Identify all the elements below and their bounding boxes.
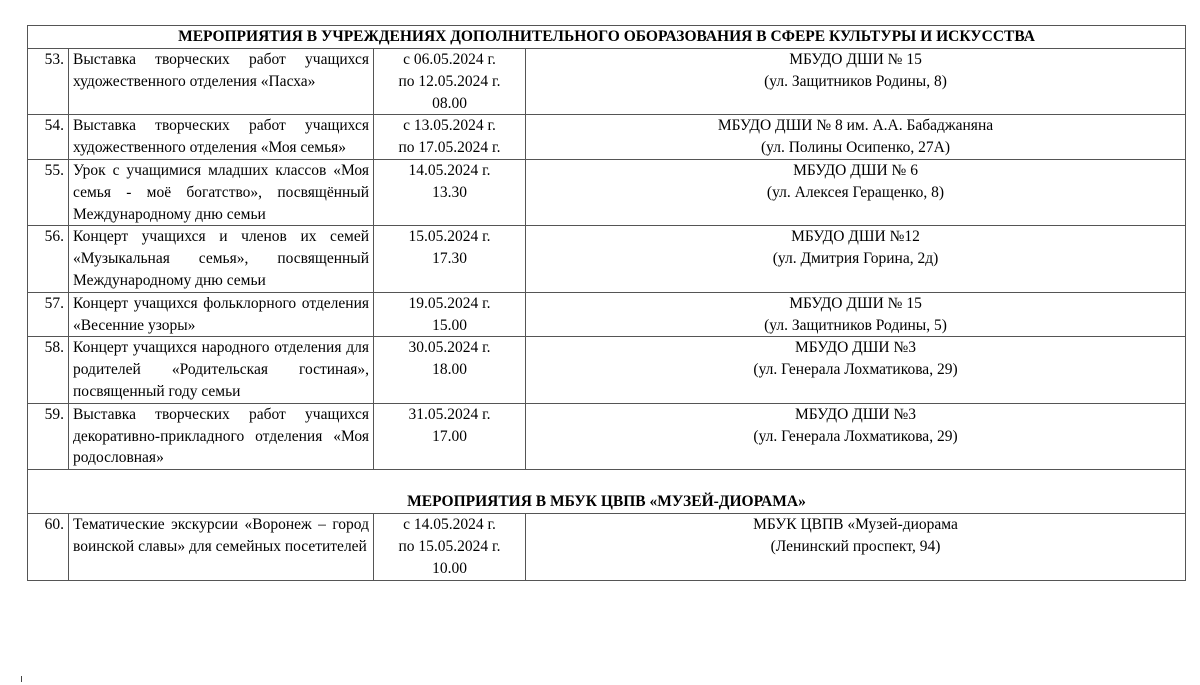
venue-name: МБУК ЦВПВ «Музей-диорама [753,516,958,534]
section-title: МЕРОПРИЯТИЯ В МБУК ЦВПВ «МУЗЕЙ-ДИОРАМА» [28,470,1186,514]
date-line: 19.05.2024 г. [408,294,491,312]
venue-address: (ул. Алексея Геращенко, 8) [766,183,945,201]
section-header-row [28,470,1186,514]
event-description: Выставка творческих работ учащихся художественного отделения «Моя семья» [69,115,374,160]
document-page [27,25,1185,581]
event-place [526,403,1186,469]
event-date [374,159,526,225]
event-place [526,115,1186,160]
row-number: 57. [28,292,69,337]
row-number: 53. [28,49,69,115]
event-description: Концерт учащихся народного отделения для родителей «Родительская гостиная», посвященный году семьи [69,337,374,403]
event-place [526,514,1186,580]
date-line: 14.05.2024 г. [408,161,491,179]
venue-name: МБУДО ДШИ №12 [791,228,920,246]
table-row [28,49,1186,115]
venue-address: (ул. Дмитрия Горина, 2д) [772,250,939,268]
event-date [374,292,526,337]
table-row [28,159,1186,225]
event-description: Выставка творческих работ учащихся художественного отделения «Пасха» [69,49,374,115]
date-line: 31.05.2024 г. [408,405,491,423]
time-line: 15.00 [432,316,467,334]
table-row [28,292,1186,337]
time-line: 10.00 [432,559,467,577]
venue-name: МБУДО ДШИ № 15 [789,294,922,312]
event-date [374,514,526,580]
venue-address: (Ленинский проспект, 94) [770,537,941,555]
section-title: МЕРОПРИЯТИЯ В УЧРЕЖДЕНИЯХ ДОПОЛНИТЕЛЬНОГО ОБОРАЗОВАНИЯ В СФЕРЕ КУЛЬТУРЫ И ИСКУССТВА [28,26,1186,49]
venue-name: МБУДО ДШИ № 8 им. А.А. Бабаджаняна [717,117,994,135]
table-row [28,337,1186,403]
date-line: по 17.05.2024 г. [398,139,501,157]
event-place [526,159,1186,225]
venue-address: (ул. Защитников Родины, 5) [764,316,947,334]
venue-name: МБУДО ДШИ № 6 [793,161,918,179]
venue-address: (ул. Полины Осипенко, 27А) [761,139,951,157]
event-description: Концерт учащихся и членов их семей «Музыкальная семья», посвященный Международному дню семьи [69,226,374,292]
date-line: с 14.05.2024 г. [403,516,496,534]
page-edge-mark [21,676,22,682]
row-number: 55. [28,159,69,225]
event-place [526,292,1186,337]
time-line: 18.00 [432,361,467,379]
venue-address: (ул. Генерала Лохматикова, 29) [753,427,958,445]
event-date [374,115,526,160]
row-number: 56. [28,226,69,292]
date-line: по 15.05.2024 г. [398,537,501,555]
event-description: Выставка творческих работ учащихся декоративно-прикладного отделения «Моя родословная» [69,403,374,469]
date-line: 15.05.2024 г. [408,228,491,246]
event-date [374,226,526,292]
row-number: 60. [28,514,69,580]
venue-address: (ул. Защитников Родины, 8) [764,72,947,90]
time-line: 13.30 [432,183,467,201]
table-row [28,226,1186,292]
date-line: по 12.05.2024 г. [398,72,501,90]
date-line: 30.05.2024 г. [408,339,491,357]
row-number: 54. [28,115,69,160]
event-description: Урок с учащимися младших классов «Моя семья - моё богатство», посвящённый Международному дню семьи [69,159,374,225]
event-place [526,337,1186,403]
events-table [27,25,1186,581]
event-place [526,49,1186,115]
time-line: 17.00 [432,427,467,445]
table-row [28,115,1186,160]
event-date [374,49,526,115]
date-line: с 06.05.2024 г. [403,51,496,68]
event-date [374,337,526,403]
row-number: 59. [28,403,69,469]
event-place [526,226,1186,292]
venue-name: МБУДО ДШИ №3 [795,405,917,423]
time-line: 17.30 [432,250,467,268]
table-row [28,403,1186,469]
section-header-row [28,26,1186,49]
venue-address: (ул. Генерала Лохматикова, 29) [753,361,958,379]
venue-name: МБУДО ДШИ №3 [795,339,917,357]
date-line: с 13.05.2024 г. [403,117,496,135]
table-row [28,514,1186,580]
event-date [374,403,526,469]
row-number: 58. [28,337,69,403]
event-description: Тематические экскурсии «Воронеж – город воинской славы» для семейных посетителей [69,514,374,580]
venue-name: МБУДО ДШИ № 15 [789,51,922,68]
event-description: Концерт учащихся фольклорного отделения «Весенние узоры» [69,292,374,337]
time-line: 08.00 [432,94,467,112]
